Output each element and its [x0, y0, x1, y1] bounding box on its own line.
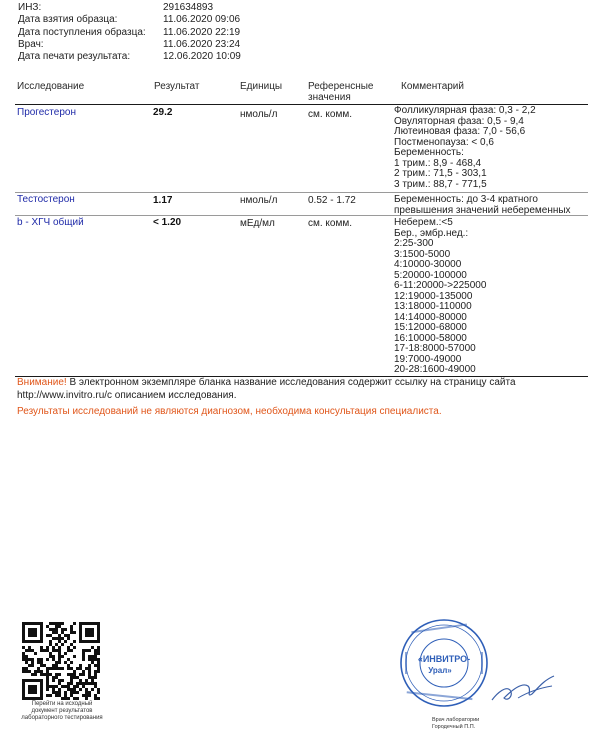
comment-line: превышения значений небеременных	[394, 204, 571, 216]
stamp-region: Урал»	[428, 666, 452, 675]
comment-line: 2:25-300	[394, 238, 434, 249]
result-value: < 1.20	[153, 217, 182, 228]
meta-row-print-date	[18, 51, 241, 63]
comment-line: 14:14000-80000	[394, 311, 467, 323]
signature-graphic	[488, 668, 558, 708]
comment-line: Лютеиновая фаза: 7,0 - 56,6	[394, 126, 526, 137]
qr-caption-line: Перейти на исходный	[31, 701, 93, 707]
meta-label: Дата взятия образца:	[18, 14, 118, 26]
qr-code-graphic	[22, 622, 100, 700]
row-divider	[15, 215, 588, 216]
comment-block	[394, 218, 486, 376]
comment-line: 20-28:1600-49000	[394, 364, 476, 375]
meta-value: 291634893	[163, 2, 214, 13]
qr-caption	[14, 701, 110, 722]
comment-line: 15:12000-68000	[394, 322, 467, 333]
header-reference	[308, 81, 374, 103]
comment-line: 3:1500-5000	[394, 248, 451, 260]
study-name-link[interactable]: b - ХГЧ общий	[17, 217, 84, 228]
header-comment: Комментарий	[401, 81, 464, 92]
header-reference-line1: Референсные	[308, 81, 374, 92]
study-name-link[interactable]: Прогестерон	[17, 107, 76, 118]
reference-value: 0.52 - 1.72	[308, 195, 356, 206]
units-value: нмоль/л	[240, 195, 278, 206]
comment-line: Фолликулярная фаза: 0,3 - 2,2	[394, 105, 536, 116]
units-value: нмоль/л	[240, 109, 278, 120]
comment-line: Беременность:	[394, 147, 464, 158]
comment-line: Овуляторная фаза: 0,5 - 9,4	[394, 115, 524, 127]
units-value: мЕд/мл	[240, 218, 275, 229]
lab-stamp	[398, 617, 490, 709]
comment-line: 3 трим.: 88,7 - 771,5	[394, 178, 487, 190]
meta-row-sample-date	[18, 14, 241, 26]
comment-line: 13:18000-110000	[394, 301, 472, 312]
qr-caption-line: лабораторного тестирования	[21, 715, 103, 721]
sample-meta	[18, 2, 241, 63]
comment-line: 16:10000-58000	[394, 332, 467, 344]
meta-row-doctor	[18, 39, 241, 51]
doctor-credit	[432, 717, 479, 731]
qr-code[interactable]	[22, 622, 100, 700]
meta-row-receipt-date	[18, 27, 241, 39]
meta-value: 11.06.2020 22:19	[163, 26, 241, 38]
comment-line: 19:7000-49000	[394, 353, 462, 365]
header-units: Единицы	[240, 81, 283, 92]
comment-line: Беременность: до 3-4 кратного	[394, 194, 538, 205]
qr-caption-line: документ результатов	[31, 708, 93, 714]
meta-label: ИНЗ:	[18, 2, 42, 13]
meta-label: Врач:	[18, 38, 44, 50]
disclaimer-text: Результаты исследований не являются диагнозом, необходима консультация специалиста.	[17, 406, 442, 417]
doctor-signature	[488, 668, 558, 708]
study-name-link[interactable]: Тестостерон	[17, 194, 75, 205]
doctor-name: Городечный П.П.	[432, 724, 476, 730]
comment-line: 5:20000-100000	[394, 269, 467, 281]
notice-alert: Внимание!	[17, 377, 67, 388]
reference-value: см. комм.	[308, 109, 353, 120]
row-divider	[15, 192, 588, 193]
comment-line: Постменопауза: < 0,6	[394, 136, 494, 148]
header-reference-line2: значения	[308, 92, 351, 103]
doctor-role: Врач лаборатории	[432, 717, 480, 723]
comment-block	[394, 195, 571, 216]
comment-block	[394, 106, 536, 190]
meta-label: Дата поступления образца:	[18, 26, 146, 38]
notice-block	[17, 377, 516, 402]
result-value: 29.2	[153, 107, 173, 118]
meta-value: 11.06.2020 09:06	[163, 14, 241, 26]
stamp-graphic	[398, 617, 490, 709]
comment-line: Бер., эмбр.нед.:	[394, 227, 469, 239]
comment-line: 4:10000-30000	[394, 259, 462, 270]
comment-line: Неберем.:<5	[394, 217, 453, 228]
meta-label: Дата печати результата:	[18, 51, 131, 63]
comment-line: 1 трим.: 8,9 - 468,4	[394, 157, 482, 169]
meta-value: 11.06.2020 23:24	[163, 38, 241, 50]
header-result: Результат	[154, 81, 200, 92]
reference-value: см. комм.	[308, 218, 353, 229]
stamp-brand: «ИНВИТРО-	[417, 654, 471, 664]
comment-line: 2 трим.: 71,5 - 303,1	[394, 168, 487, 179]
comment-line: 17-18:8000-57000	[394, 343, 476, 354]
header-study: Исследование	[17, 81, 85, 92]
notice-line1: В электронном экземпляре бланка название исследования содержит ссылку на страницу сайта	[66, 377, 516, 388]
meta-value: 12.06.2020 10:09	[163, 51, 241, 63]
comment-line: 12:19000-135000	[394, 290, 473, 302]
comment-line: 6-11:20000->225000	[394, 280, 487, 291]
meta-row-inz	[18, 2, 241, 14]
result-value: 1.17	[153, 195, 173, 206]
notice-link[interactable]: http://www.invitro.ru/c описанием исследования.	[17, 389, 237, 401]
results-table-header	[15, 80, 588, 105]
